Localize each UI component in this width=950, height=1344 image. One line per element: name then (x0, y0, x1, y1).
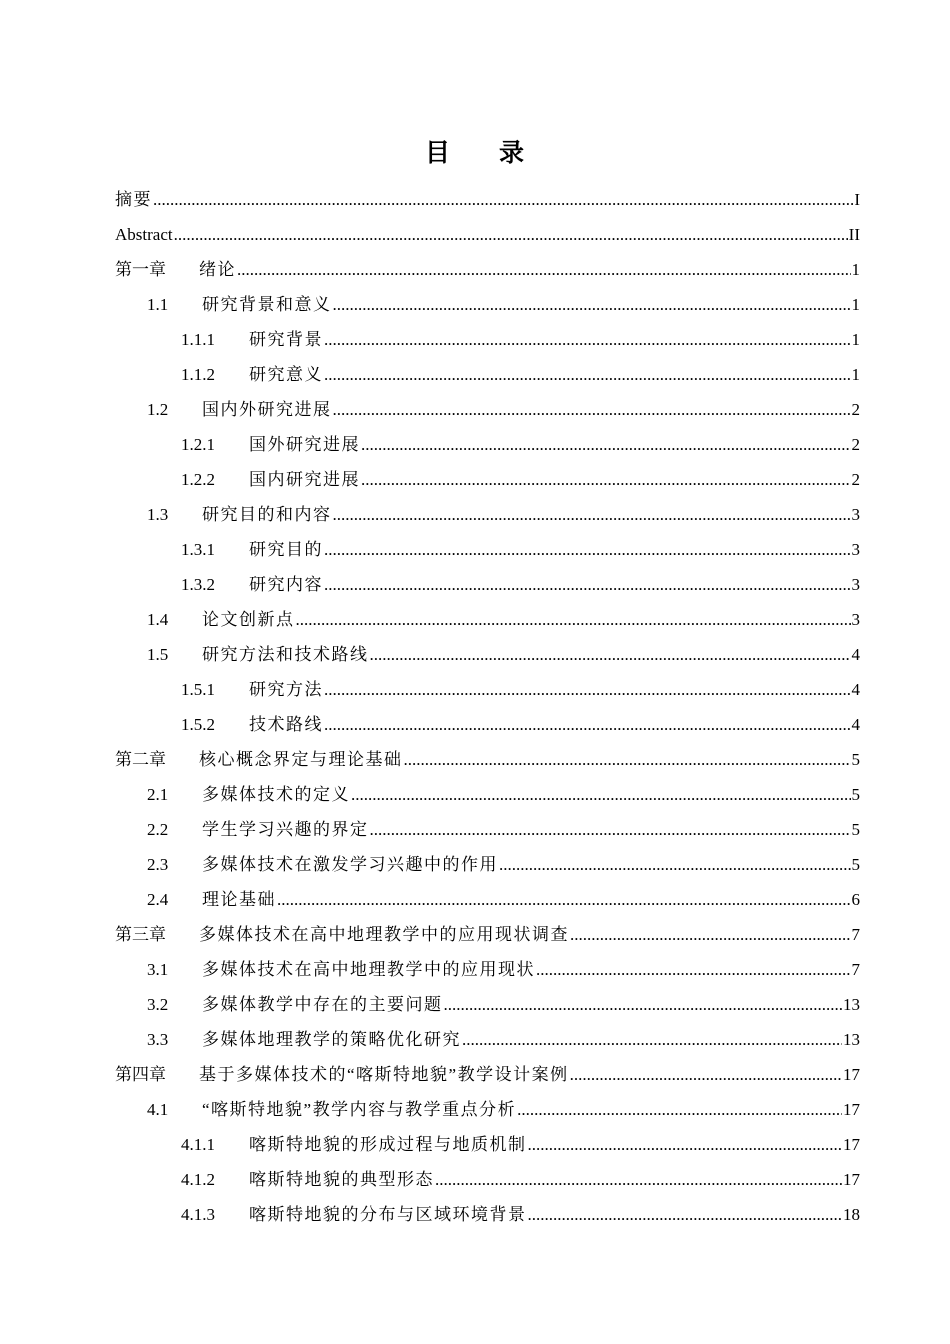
dot-leader (536, 952, 851, 987)
toc-entry[interactable] (115, 742, 860, 777)
toc-entry[interactable] (115, 882, 860, 917)
dot-leader (517, 1092, 842, 1127)
toc-entry-page-number: 5 (851, 785, 860, 804)
toc-entry[interactable] (115, 462, 860, 497)
dot-leader (324, 357, 851, 392)
dot-leader (570, 1057, 842, 1092)
toc-entry-page-number: 2 (851, 470, 860, 489)
toc-entry[interactable] (115, 392, 860, 427)
toc-entry-page-number: 1 (851, 330, 860, 349)
toc-entry-label: 多媒体地理教学的策略优化研究 (202, 1030, 461, 1049)
table-of-contents (115, 182, 860, 1232)
toc-entry-number: 1.5.1 (181, 680, 215, 699)
dot-leader (370, 812, 851, 847)
toc-entry-page-number: 1 (851, 295, 860, 314)
toc-entry-page-number: 4 (851, 645, 860, 664)
toc-entry-number: 4.1.2 (181, 1170, 215, 1189)
dot-leader (174, 217, 848, 252)
toc-entry-page-number: 5 (851, 820, 860, 839)
toc-entry-label: 多媒体技术在高中地理教学中的应用现状调查 (199, 925, 569, 944)
toc-entry-label: 国外研究进展 (249, 435, 360, 454)
toc-entry[interactable] (115, 777, 860, 812)
dot-leader (361, 427, 851, 462)
toc-entry-label: 摘要 (115, 190, 152, 209)
toc-entry-number: 1.2.1 (181, 435, 215, 454)
toc-entry[interactable] (115, 287, 860, 322)
toc-entry-number: 1.5.2 (181, 715, 215, 734)
toc-entry[interactable] (115, 847, 860, 882)
toc-entry-page-number: 3 (851, 540, 860, 559)
toc-entry-page-number: 17 (843, 1100, 860, 1119)
toc-entry-page-number: 7 (851, 925, 860, 944)
toc-entry-number: 3.2 (147, 995, 169, 1014)
toc-entry-label: 喀斯特地貌的形成过程与地质机制 (249, 1135, 527, 1154)
toc-entry-label: 理论基础 (202, 890, 276, 909)
toc-entry-number: 第二章 (115, 750, 166, 769)
toc-entry-label: 绪论 (199, 260, 236, 279)
dot-leader (237, 252, 851, 287)
toc-entry-page-number: 4 (851, 680, 860, 699)
toc-entry-number: 1.3.1 (181, 540, 215, 559)
dot-leader (324, 707, 851, 742)
toc-entry-number: 2.3 (147, 855, 169, 874)
toc-entry[interactable] (115, 707, 860, 742)
toc-entry[interactable] (115, 1057, 860, 1092)
toc-entry-page-number: 4 (851, 715, 860, 734)
toc-title (0, 133, 950, 169)
toc-entry-page-number: II (848, 225, 860, 244)
toc-entry[interactable] (115, 427, 860, 462)
toc-entry-number: 1.1 (147, 295, 169, 314)
toc-entry-page-number: 7 (851, 960, 860, 979)
toc-entry-label: 研究方法 (249, 680, 323, 699)
dot-leader (324, 672, 851, 707)
dot-leader (435, 1162, 842, 1197)
toc-entry-label: 技术路线 (249, 715, 323, 734)
toc-entry-page-number: 3 (851, 505, 860, 524)
toc-entry-number: 4.1.1 (181, 1135, 215, 1154)
toc-entry-page-number: 1 (851, 365, 860, 384)
toc-entry-label: 研究背景 (249, 330, 323, 349)
toc-entry[interactable] (115, 567, 860, 602)
dot-leader (370, 637, 851, 672)
toc-entry-number: 1.2 (147, 400, 169, 419)
toc-entry[interactable] (115, 532, 860, 567)
toc-entry-number: 4.1 (147, 1100, 169, 1119)
toc-entry-page-number: 13 (843, 1030, 860, 1049)
toc-title-char: 录 (499, 138, 526, 167)
toc-entry-label: 国内研究进展 (249, 470, 360, 489)
toc-entry[interactable] (115, 1162, 860, 1197)
toc-entry-label: 研究目的 (249, 540, 323, 559)
toc-entry-label: 学生学习兴趣的界定 (202, 820, 369, 839)
dot-leader (528, 1197, 843, 1232)
toc-entry-page-number: 5 (851, 855, 860, 874)
toc-entry-label: 论文创新点 (202, 610, 295, 629)
dot-leader (324, 567, 851, 602)
toc-entry[interactable] (115, 952, 860, 987)
toc-entry-number: 1.5 (147, 645, 169, 664)
toc-entry[interactable] (115, 322, 860, 357)
dot-leader (333, 497, 851, 532)
toc-entry-label: 核心概念界定与理论基础 (199, 750, 403, 769)
toc-entry-number: 第四章 (115, 1065, 166, 1084)
toc-entry-number: 第三章 (115, 925, 166, 944)
toc-entry-label: Abstract (115, 225, 173, 244)
toc-entry-label: 多媒体技术在激发学习兴趣中的作用 (202, 855, 498, 874)
dot-leader (444, 987, 843, 1022)
dot-leader (324, 322, 851, 357)
toc-entry-label: 研究背景和意义 (202, 295, 332, 314)
toc-entry[interactable] (115, 1022, 860, 1057)
toc-entry[interactable] (115, 672, 860, 707)
toc-entry[interactable] (115, 497, 860, 532)
toc-entry-label: 多媒体技术的定义 (202, 785, 350, 804)
toc-entry-number: 3.3 (147, 1030, 169, 1049)
toc-entry-label: 研究意义 (249, 365, 323, 384)
dot-leader (361, 462, 851, 497)
toc-entry-number: 3.1 (147, 960, 169, 979)
toc-entry-number: 2.1 (147, 785, 169, 804)
toc-entry[interactable] (115, 252, 860, 287)
toc-entry[interactable] (115, 1127, 860, 1162)
toc-entry-page-number: 13 (843, 995, 860, 1014)
dot-leader (333, 287, 851, 322)
toc-entry-page-number: 1 (851, 260, 860, 279)
toc-entry-page-number: 17 (843, 1170, 860, 1189)
dot-leader (277, 882, 851, 917)
toc-entry-page-number: 2 (851, 435, 860, 454)
dot-leader (404, 742, 851, 777)
toc-entry[interactable] (115, 182, 860, 217)
toc-entry-page-number: 3 (851, 610, 860, 629)
toc-entry-label: “喀斯特地貌”教学内容与教学重点分析 (202, 1100, 517, 1119)
toc-entry-label: 研究方法和技术路线 (202, 645, 369, 664)
dot-leader (528, 1127, 843, 1162)
toc-entry-label: 喀斯特地貌的典型形态 (249, 1170, 434, 1189)
toc-entry-number: 1.4 (147, 610, 169, 629)
dot-leader (153, 182, 853, 217)
toc-entry[interactable] (115, 812, 860, 847)
toc-entry-page-number: 6 (851, 890, 860, 909)
toc-entry-page-number: 18 (843, 1205, 860, 1224)
toc-entry[interactable] (115, 1197, 860, 1232)
toc-entry-label: 基于多媒体技术的“喀斯特地貌”教学设计案例 (199, 1065, 569, 1084)
dot-leader (351, 777, 851, 812)
toc-entry[interactable] (115, 602, 860, 637)
toc-entry[interactable] (115, 217, 860, 252)
toc-entry-number: 第一章 (115, 260, 166, 279)
dot-leader (296, 602, 851, 637)
toc-entry-label: 研究内容 (249, 575, 323, 594)
toc-entry-page-number: 17 (843, 1135, 860, 1154)
toc-entry-label: 国内外研究进展 (202, 400, 332, 419)
toc-entry[interactable] (115, 917, 860, 952)
toc-entry-number: 1.3 (147, 505, 169, 524)
dot-leader (333, 392, 851, 427)
toc-entry-page-number: 17 (843, 1065, 860, 1084)
toc-entry-number: 1.1.2 (181, 365, 215, 384)
toc-entry-number: 1.2.2 (181, 470, 215, 489)
toc-entry-page-number: 2 (851, 400, 860, 419)
toc-entry[interactable] (115, 637, 860, 672)
toc-entry-label: 研究目的和内容 (202, 505, 332, 524)
dot-leader (462, 1022, 842, 1057)
toc-title-char: 目 (424, 138, 451, 167)
toc-entry-number: 1.1.1 (181, 330, 215, 349)
toc-entry-label: 多媒体技术在高中地理教学中的应用现状 (202, 960, 535, 979)
toc-entry-number: 4.1.3 (181, 1205, 215, 1224)
toc-entry-number: 1.3.2 (181, 575, 215, 594)
toc-entry-page-number: 3 (851, 575, 860, 594)
toc-entry[interactable] (115, 1092, 860, 1127)
toc-entry[interactable] (115, 987, 860, 1022)
dot-leader (570, 917, 851, 952)
toc-entry-number: 2.2 (147, 820, 169, 839)
toc-entry[interactable] (115, 357, 860, 392)
toc-entry-page-number: 5 (851, 750, 860, 769)
dot-leader (324, 532, 851, 567)
dot-leader (499, 847, 851, 882)
toc-entry-number: 2.4 (147, 890, 169, 909)
toc-entry-label: 喀斯特地貌的分布与区域环境背景 (249, 1205, 527, 1224)
toc-entry-label: 多媒体教学中存在的主要问题 (202, 995, 443, 1014)
toc-entry-page-number: I (854, 190, 860, 209)
